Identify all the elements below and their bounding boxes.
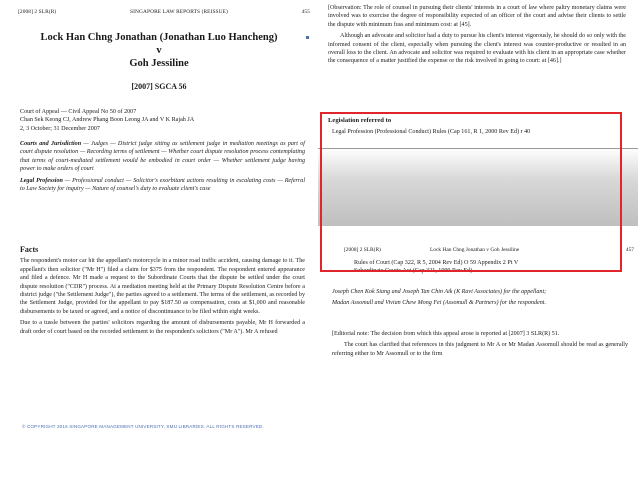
editorial-note: [Editorial note: The decision from which this appeal arose is reported at [2007] 3 SLR(R) 51. bbox=[332, 331, 560, 337]
court-line: Chan Sek Keong CJ, Andrew Phang Boon Leong JA and V K Rajah JA bbox=[20, 117, 195, 124]
copyright-footer: © COPYRIGHT 2016 SINGAPORE MANAGEMENT UNIVERSITY, SMU LIBRARIES. ALL RIGHTS RESERVED. bbox=[22, 424, 264, 429]
header2-page-number: 457 bbox=[625, 247, 634, 253]
legislation-item: Legal Profession (Professional Conduct) Rules (Cap 161, R 1, 2000 Rev Ed) r 40 bbox=[332, 129, 531, 136]
case-title-versus: v bbox=[156, 45, 162, 56]
header-page-number: 455 bbox=[301, 9, 310, 15]
observation-paragraph: [Observation: The role of counsel in pursuing their clients' interests in a court of law where paltry monetary claims were involved was to exercise the degree of responsibility expected of an officer of the court and advise their clients to settle the dispute with minimum fuss and minimum cost: at [45]. bbox=[328, 5, 626, 28]
case-title-line3: Goh Jessiline bbox=[129, 58, 189, 69]
citation: [2007] SGCA 56 bbox=[131, 82, 187, 91]
clarification-paragraph: The court has clarified that references in this judgment to Mr A or Mr Madan Assomull should be read as generally referring either to Mr Assomull or to the firm bbox=[332, 342, 628, 357]
case-title-line1: Lock Han Chng Jonathan (Jonathan Luo Hancheng) bbox=[40, 32, 278, 43]
catchword-1-text: — Judges — District judge sitting as settlement judge in mediation meetings as part of court dispute resolution — Recording terms of settlement — Whether court dispute resolution process contemplating that terms of court-mediated settlement would be embodied in court order — Whether settlement judge having power to make orders of court bbox=[20, 141, 305, 173]
observation-paragraph: Although an advocate and solicitor had a duty to pursue his client's interest vigorously, he should do so only with the informed consent of the client, especially when pursuing the client's interest was counter-productive or resulted in an overall loss to the client. An advocate and solicitor was required to evaluate with his client in an appropriate case whether the consequence of a matter justified the expense or the risk involved in going to court: at [46].] bbox=[328, 33, 626, 65]
catchword-2-title: Legal Profession bbox=[20, 177, 63, 184]
catchwords bbox=[20, 140, 305, 196]
facts-paragraph: Due to a tussle between the parties' solicitors regarding the amount of disbursements payable, Mr H forwarded a draft order of court based on the recorded settlement to the respondent's solicitors ("Mr A"). Mr A refused bbox=[20, 320, 305, 335]
catchword-2-text: — Professional conduct — Solicitor's exorbitant actions resulting in escalating costs — Referral to Law Society for inquiry — Nature of counsel's duty to evaluate client's case bbox=[20, 177, 306, 193]
court-details bbox=[20, 108, 305, 133]
counsel-respondent: Madan Assomull and Vivian Chew Mong Fei (Assomull & Partners) for the respondent. bbox=[332, 300, 546, 307]
catchword-2 bbox=[20, 177, 305, 194]
catchword-1 bbox=[20, 140, 305, 174]
counsel-block bbox=[332, 288, 628, 311]
catchword-1-title: Courts and Jurisdiction bbox=[20, 141, 82, 147]
facts-section bbox=[20, 246, 305, 339]
header-center: SINGAPORE LAW REPORTS (REISSUE) bbox=[130, 9, 228, 15]
highlight-box bbox=[320, 112, 622, 272]
header2-center: Lock Han Chng Jonathan v Goh Jessiline bbox=[430, 247, 520, 253]
editorial-block bbox=[332, 330, 628, 361]
court-line: 2, 3 October; 31 December 2007 bbox=[20, 125, 100, 132]
left-page bbox=[0, 0, 318, 420]
court-line: Court of Appeal — Civil Appeal No 50 of 2007 bbox=[20, 109, 137, 115]
facts-heading: Facts bbox=[20, 245, 39, 254]
legislation-item: Rules of Court (Cap 322, R 5, 2004 Rev Ed) O 59 Appendix 2 Pt V bbox=[354, 260, 519, 266]
bullet-marker bbox=[306, 36, 309, 39]
case-title bbox=[0, 31, 318, 70]
running-header bbox=[18, 9, 310, 15]
header2-left: [2008] 2 SLR(R) bbox=[344, 247, 381, 253]
legislation-item: Subordinate Courts Act (Cap 321, 1999 Rev Ed) bbox=[354, 268, 473, 275]
counsel-appellant: Joseph Chen Kok Siang and Joseph Tan Chin Aik (K Ravi Associates) for the appellant; bbox=[332, 289, 547, 295]
legislation-heading: Legislation referred to bbox=[328, 117, 392, 124]
observation-block bbox=[328, 4, 626, 69]
header-left: [2008] 2 SLR(R) bbox=[18, 9, 57, 15]
facts-paragraph: The respondent's motor car hit the appellant's motorcycle in a minor road traffic accident, causing damage to it. The appellant's then solicitor ("Mr H") filed a claim for $375 from the respondent. The respondent entered appearance and filed a defence. Mr H made a request to the Subordinate Courts that the dispute be settled under the court dispute resolution ("CDR") process. At a mediation meeting held at the Primary Dispute Resolution Centre before a district judge ("the Settlement Judge"), the parties agreed to a settlement. The terms of the settlement, as recorded by the Settlement Judge, provided for the appellant to pay $187.50 as compensation, costs at $1,000 and reasonable disbursements to be taxed or agreed, and a notice of discontinuance to be filed within eight weeks. bbox=[20, 258, 305, 315]
